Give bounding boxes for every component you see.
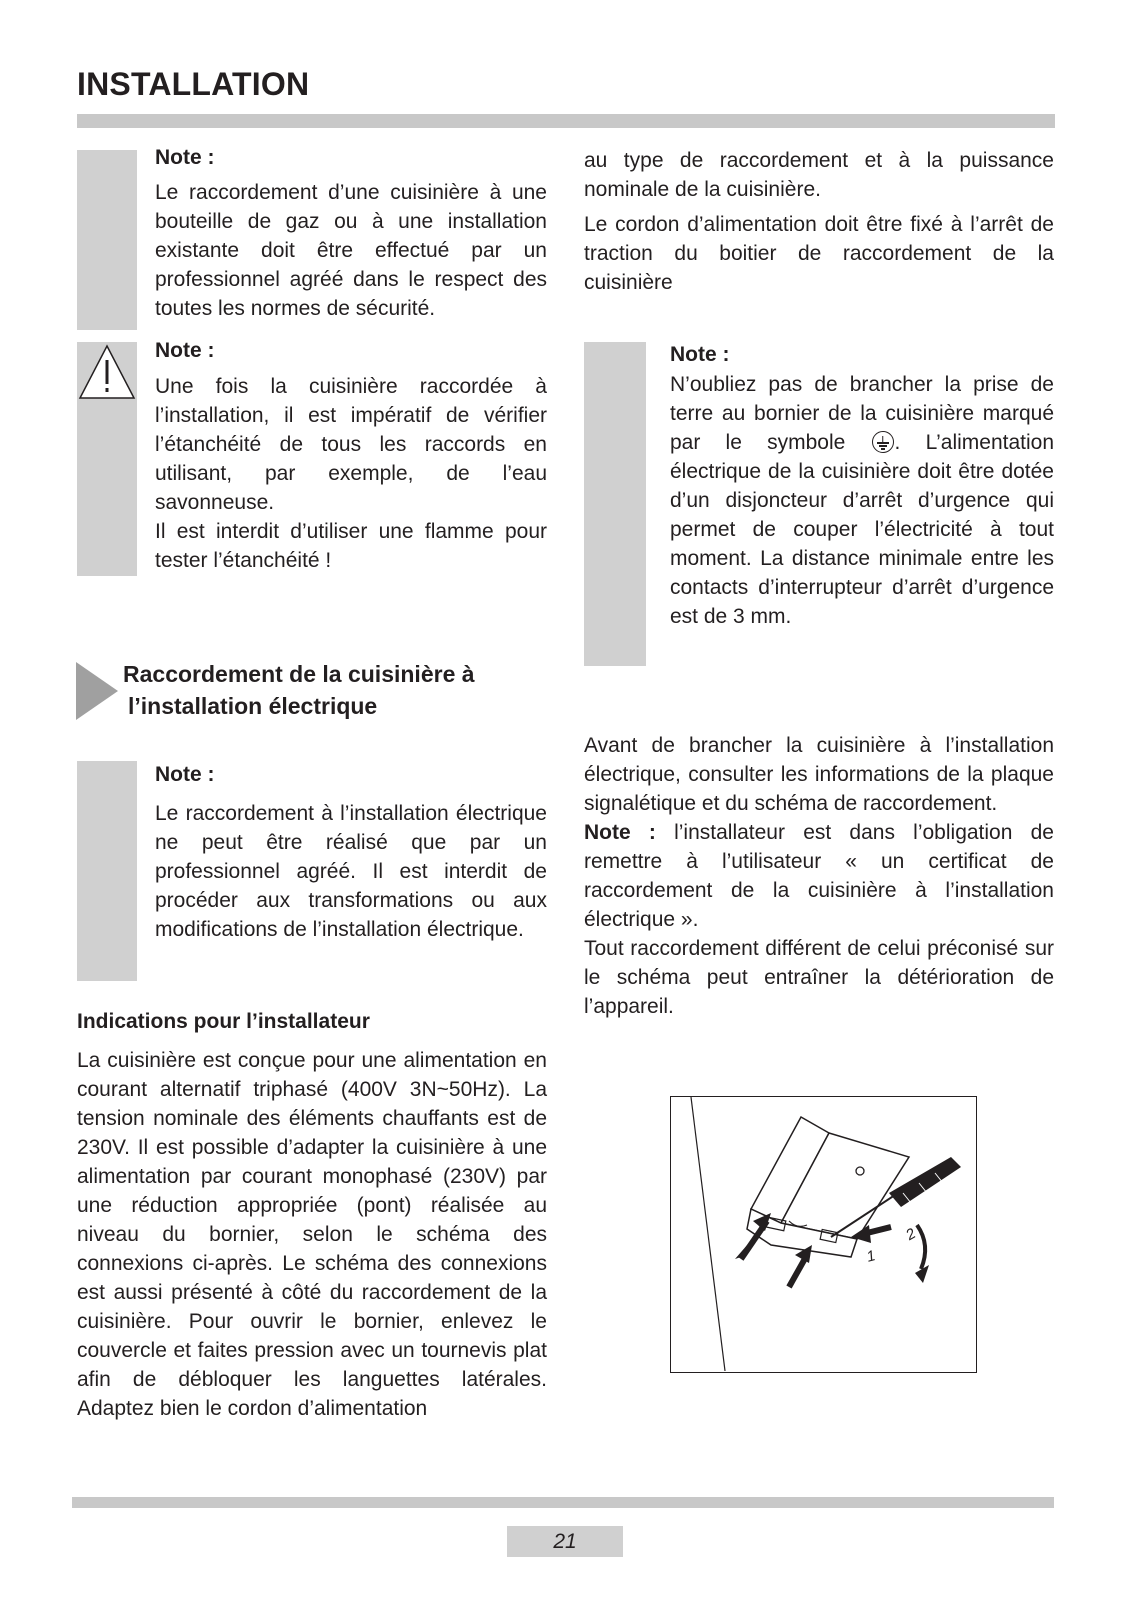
terminal-box-illustration: [671, 1097, 975, 1371]
note-title: Note :: [155, 146, 215, 169]
note-bar: [77, 761, 137, 981]
note-text: Le raccordement à l’installation électrique ne peut être réalisé que par un professionnel agréé. Il est interdit de procéder aux transformations ou aux modifications de l’installation électrique.: [155, 802, 547, 941]
paragraph-text-part: l’installateur est dans l’obligation de remettre à l’utilisateur « un certificat de raccordement de la cuisinière à l’installation électrique ».: [584, 821, 1054, 931]
note-title: Note :: [155, 339, 215, 362]
paragraph-text: Tout raccordement différent de celui préconisé sur le schéma peut entraîner la détérioration de l’appareil.: [584, 937, 1054, 1018]
page-title: INSTALLATION: [77, 66, 310, 102]
section-heading-line: l’installation électrique: [128, 693, 378, 719]
paragraph-text: [584, 818, 1054, 934]
warning-icon: [77, 342, 137, 402]
note-bar: [584, 342, 646, 666]
note-title: Note :: [670, 343, 730, 366]
paragraph-text: Avant de brancher la cuisinière à l’installation électrique, consulter les informations de la plaque signalétique et du schéma de raccordement.: [584, 734, 1054, 815]
note-text: Le raccordement d’une cuisinière à une bouteille de gaz ou à une installation existante doit être effectué par un professionnel agréé dans le respect des toutes les normes de sécurité.: [155, 181, 547, 320]
page-number: 21: [507, 1526, 623, 1557]
footer-rule: [72, 1497, 1054, 1508]
note-text-part: . L’alimentation électrique de la cuisinière doit être dotée d’un disjoncteur d’arrêt d’urgence qui permet de couper l’électricité à tout moment. La distance minimale entre les contacts d’interrupteur d’arrêt d’urgence est de 3 mm.: [670, 431, 1054, 628]
section-arrow-icon: [76, 662, 118, 720]
note-paragraph: Une fois la cuisinière raccordée à l’installation, il est impératif de vérifier l’étanchéité de tous les raccords en utilisant, par exemple, de l’eau savonneuse.: [155, 375, 547, 514]
section-heading: [123, 658, 475, 722]
note-paragraph: Il est interdit d’utiliser une flamme pour tester l’étanchéité !: [155, 520, 547, 572]
indications-text: La cuisinière est conçue pour une alimentation en courant alternatif triphasé (400V 3N~50Hz). La tension nominale des éléments chauffants est de 230V. Il est possible d’adapter la cuisinière à une alimentation par courant monophasé (230V) par une réduction appropriée (pont) réalisée au niveau du bornier, selon le schéma des connexions ci-après. Le schéma des connexions est aussi présenté à côté du raccordement de la cuisinière. Pour ouvrir le bornier, enlevez le couvercle et faites pression avec un tournevis plat afin de débloquer les languettes latérales. Adaptez bien le cordon d’alimentation: [77, 1049, 547, 1420]
terminal-box-figure: [670, 1096, 977, 1373]
note-text: [155, 372, 547, 575]
section-heading-line: Raccordement de la cuisinière à: [123, 661, 475, 687]
note-label: Note :: [584, 821, 656, 844]
note-text-part: N’oubliez pas de brancher la prise de terre au bornier de la cuisinière marqué par le symbole: [670, 373, 1054, 454]
paragraph: [584, 731, 1054, 1021]
ground-symbol-icon: [872, 431, 894, 453]
note-bar: [77, 150, 137, 330]
figure-label-2: 2: [903, 1225, 919, 1244]
note-text: [670, 370, 1054, 631]
paragraph-text: Le cordon d’alimentation doit être fixé à l’arrêt de traction du boitier de raccordement de la cuisinière: [584, 213, 1054, 294]
header-rule: [77, 114, 1055, 128]
paragraph-text: au type de raccordement et à la puissance nominale de la cuisinière.: [584, 149, 1054, 201]
note-title: Note :: [155, 763, 215, 786]
figure-label-1: 1: [864, 1247, 878, 1266]
subsection-heading: Indications pour l’installateur: [77, 1010, 370, 1033]
paragraph: [584, 146, 1054, 297]
